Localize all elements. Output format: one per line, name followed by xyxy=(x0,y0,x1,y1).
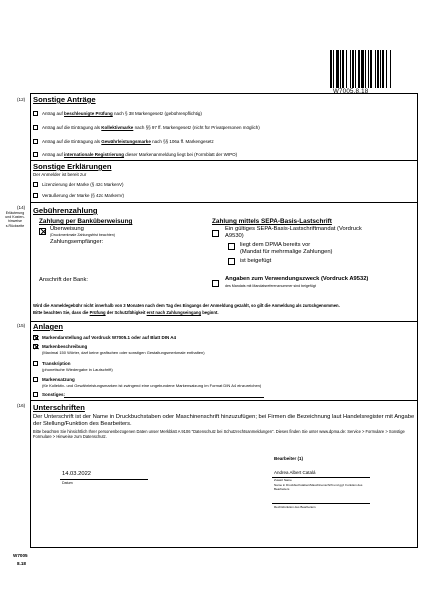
section-intro: Der Anmelder ist bereit zur xyxy=(33,172,87,177)
option-label: liegt dem DPMA bereits vor xyxy=(240,242,311,248)
option-label: Markenbeschreibung xyxy=(42,344,88,349)
bearbeiter-label: Bearbeiter (1) xyxy=(274,456,304,461)
option-note: (phonetische Wiedergabe in Lautschrift) xyxy=(42,367,113,372)
divider xyxy=(30,400,418,401)
option-label: Antrag auf internationale Registrierung dieser Markenanmeldung liegt bei (Formblatt der WIPO) xyxy=(42,152,238,157)
section-title-sonstige-antraege: Sonstige Anträge xyxy=(33,95,96,104)
divider xyxy=(30,321,418,322)
option-label: Überweisung xyxy=(50,226,84,232)
checkbox-beschleunigte-pruefung[interactable] xyxy=(33,111,38,116)
date-line xyxy=(60,479,148,480)
date-value: 14.03.2022 xyxy=(62,471,92,477)
option-label: Transkription xyxy=(42,361,71,366)
subheading-sepa: Zahlung mittels SEPA-Basis-Lastschrift xyxy=(212,218,332,225)
option-label: Lizenzierung der Marke (§ 42c MarkenV) xyxy=(42,182,124,187)
function-line xyxy=(272,503,370,504)
option-label: Antrag auf die Eintragung als Kollektivmarke nach §§ 97 ff. Markengesetz (nicht für Privatpersonen möglich) xyxy=(42,125,260,130)
option-note: (Druckmerkmale Zahlungsfrist beachten) xyxy=(50,233,115,237)
option-label: Angaben zum Verwendungszweck (Vordruck A9532) xyxy=(225,276,369,282)
payment-note: Wird die Anmeldegebühr nicht innerhalb von 3 Monaten nach dem Tag des Eingangs der Anmeldung gezahlt, so gilt die Anmeldung als zurückgenommen. xyxy=(33,303,340,308)
date-label: Datum xyxy=(62,481,73,485)
subheading-bankueberweisung: Zahlung per Banküberweisung xyxy=(39,218,133,225)
checkbox-gewaehrleistungsmarke[interactable] xyxy=(33,139,38,144)
checkbox-sonstiges[interactable] xyxy=(33,392,38,397)
section-title-anlagen: Anlagen xyxy=(33,322,63,331)
checkbox-sepa-mandat[interactable] xyxy=(212,230,219,237)
checkbox-lizenzierung[interactable] xyxy=(33,182,38,187)
section-title-gebuehrenzahlung: Gebührenzahlung xyxy=(33,206,98,215)
section-title-unterschriften: Unterschriften xyxy=(33,403,85,412)
option-label: A9530) xyxy=(225,233,244,239)
privacy-note: Bitte beachten Sie hinsichtlich Ihrer personenbezogenen Daten unser Merkblatt A 9106 "Datenschutz bei Schutzrechtsanmeldungen". Dieses finden Sie unter www.dpma.de: Service > Formulare > Sonstige Formulare > Hinweise zum Datenschutz. xyxy=(33,429,405,439)
section-number: (16) xyxy=(17,403,26,408)
rechtsfunktion-label: Rechtsfunktion des Bearbeiters xyxy=(274,505,316,509)
sonstiges-line xyxy=(64,397,264,398)
payment-note: Bitte beachten Sie, dass die Prüfung der Schutzfähigkeit erst nach Zahlungseingang beginnt. xyxy=(33,310,219,315)
divider xyxy=(30,202,418,203)
checkbox-mandat-beigefuegt[interactable] xyxy=(228,258,235,265)
zusatz-title: Zusatz Name xyxy=(274,478,292,482)
section-title-sonstige-erklaerungen: Sonstige Erklärungen xyxy=(33,162,112,171)
checkbox-markensatzung[interactable] xyxy=(33,377,38,382)
checkbox-kollektivmarke[interactable] xyxy=(33,125,38,130)
signer-name: Andrea Albert Catalá xyxy=(274,470,316,475)
signature-instructions: Der Unterschrift ist der Name in Druckbuchstaben oder Maschinenschrift hinzuzufügen; bei Firmen die Bezeichnung laut Handelsregister mit Angabe der Stellung/Funktion des Bearbeiters. xyxy=(33,414,415,427)
field-label-zahlungsempfaenger: Zahlungsempfänger: xyxy=(50,239,104,245)
option-label: Markensatzung xyxy=(42,377,75,382)
option-label: Markendarstellung auf Vordruck W7005.1 oder auf Blatt DIN A4 xyxy=(42,335,177,340)
section-number: (12) xyxy=(17,97,26,102)
option-label: ist beigefügt xyxy=(240,258,272,264)
option-label: Ein gültiges SEPA-Basis-Lastschriftmandat (Vordruck xyxy=(225,226,362,232)
option-label: Antrag auf beschleunigte Prüfung nach § 38 Markengesetz (gebührenpflichtig) xyxy=(42,111,202,116)
divider xyxy=(30,160,418,161)
checkbox-verwendungszweck[interactable] xyxy=(212,280,219,287)
option-label: Veräußerung der Marke (§ 42c MarkenV) xyxy=(42,193,125,198)
section-number: (15) xyxy=(17,323,26,328)
barcode-text: W7005.8.18 xyxy=(333,88,369,95)
checkbox-internationale-registrierung[interactable] xyxy=(33,152,38,157)
section-number: (14) xyxy=(17,205,26,210)
checkbox-veraeusserung[interactable] xyxy=(33,193,38,198)
checkbox-mandat-liegt-vor[interactable] xyxy=(228,243,235,250)
option-note: des Mandats mit Mandatsreferenznummer sind beigefügt xyxy=(225,284,316,288)
field-label-anschrift-bank: Anschrift der Bank: xyxy=(39,277,88,283)
checkbox-markenbeschreibung[interactable] xyxy=(33,344,38,349)
option-note: (für Kollektiv- und Gewährleistungsmarken ist zwingend eine ungebundene Markensatzung im Format DIN A4 einzureichen) xyxy=(42,383,262,388)
option-note: (Maximal 150 Wörter, darf keine grafischen oder sonstigen Gestaltungsmerkmale enthalten) xyxy=(42,350,205,355)
form-version: 8.18 xyxy=(17,561,26,566)
zusatz-text: Name in Druckbuchstaben/Maschinenschrift und ggf. Funktion des Bearbeiters xyxy=(274,483,363,491)
option-label: Antrag auf die Eintragung als Gewährleistungsmarke nach §§ 106a ff. Markengesetz xyxy=(42,139,214,144)
option-label: Sonstiges: xyxy=(42,392,66,397)
form-code: W7005 xyxy=(13,553,28,558)
checkbox-ueberweisung[interactable] xyxy=(39,228,46,235)
barcode xyxy=(330,50,408,88)
side-note: Erläuterung und Kosten- hinweise s.Rückseite xyxy=(5,211,25,228)
checkbox-transkription[interactable] xyxy=(33,361,38,366)
checkbox-markendarstellung[interactable] xyxy=(33,335,38,340)
option-label: (Mandat für mehrmalige Zahlungen) xyxy=(240,249,333,255)
